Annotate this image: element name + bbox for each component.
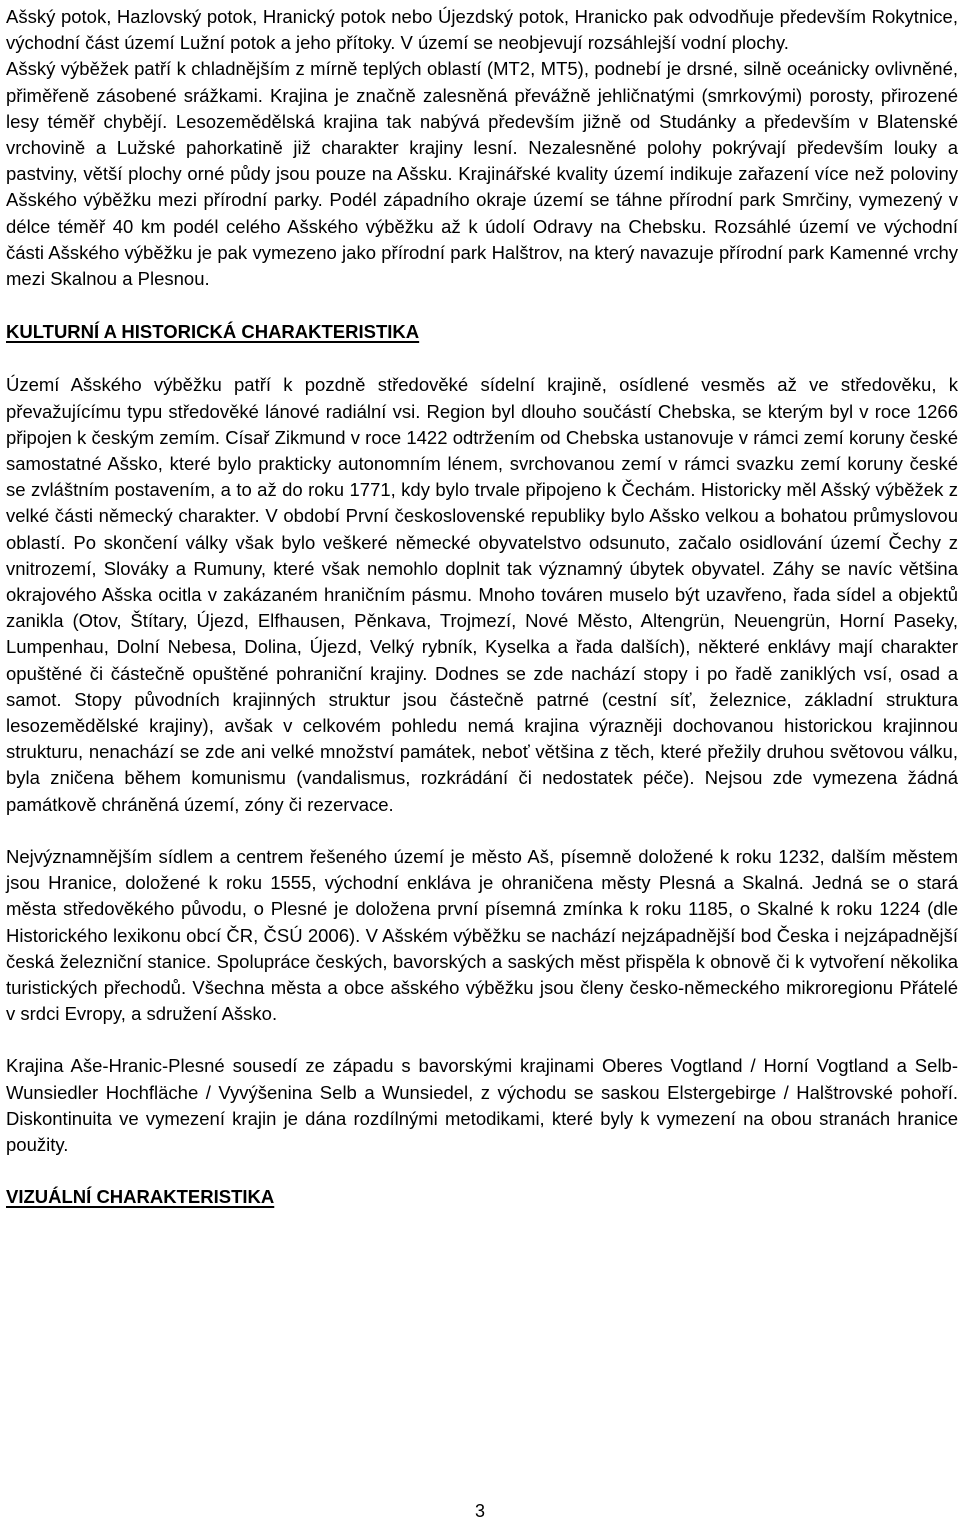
paragraph-climate-landscape: Ašský výběžek patří k chladnějším z mírně teplých oblastí (MT2, MT5), podnebí je drsné, silně oceánicky ovlivněné, přiměřeně zásobené srážkami. Krajina je značně zalesněná převážně jehličnatými (smrkovými) porosty, přirozené lesy téměř chybějí. Lesozemědělská krajina tak nabývá především jižně od Studánky a především v Blatenské vrchovině a Lužské pahorkatině již charakter krajiny lesní. Nezalesněné polohy pokrývají především louky a pastviny, větší plochy orné půdy jsou pouze na Ašsku. Krajinářské kvality území indikuje zařazení více než poloviny Ašského výběžku mezi přírodní parky. Podél západního okraje území se táhne přírodní park Smrčiny, vymezený v délce téměř 40 km podél celého Ašského výběžku až k údolí Odravy na Chebsku. Rozsáhlé území ve východní části Ašského výběžku je pak vymezeno jako přírodní park Halštrov, na který navazuje přírodní park Kamenné vrchy mezi Skalnou a Plesnou.	[6, 58, 958, 290]
section-heading-visual: VIZUÁLNÍ CHARAKTERISTIKA	[6, 1186, 275, 1208]
paragraph-settlements: Nejvýznamnějším sídlem a centrem řešeného území je město Aš, písemně doložené k roku 1232, dalším městem jsou Hranice, doložené k roku 1555, východní enkláva je ohraničena městy Plesná a Skalná. Jedná se o stará města středověkého původu, o Plesné je doložena první písemná zmínka k roku 1185, o Skalné k roku 1224 (dle Historického lexikonu obcí ČR, ČSÚ 2006). V Ašském výběžku se nachází nejzápadnější bod Česka i nejzápadnější česká železniční stanice. Spolupráce českých, bavorských a saských měst přispěla k obnově či k vytvoření několika turistických přechodů. Všechna města a obce ašského výběžku jsou členy česko-německého mikroregionu Přátelé v srdci Evropy, a sdružení Ašsko.	[6, 845, 958, 1025]
section-heading-cultural-historical: KULTURNÍ A HISTORICKÁ CHARAKTERISTIKA	[6, 321, 420, 343]
paragraph-history: Území Ašského výběžku patří k pozdně středověké sídelní krajině, osídlené vesměs až ve středověku, k převažujícímu typu středověké lánové radiální vsi. Region byl dlouho součástí Chebska, se kterým byl v roce 1266 připojen k českým zemím. Císař Zikmund v roce 1422 odtržením od Chebska ustanovuje v rámci zemí koruny české samostatné Ašsko, které bylo prakticky autonomním lénem, svrchovanou zemí v rámci svazku zemí koruny české se zvláštním postavením, a to až do roku 1771, kdy bylo trvale připojeno k Čechám. Historicky měl Ašský výběžek z velké části německý charakter. V období První československé republiky bylo Ašsko velkou a bohatou průmyslovou oblastí. Po skončení války však bylo veškeré německé obyvatelstvo odsunuto, začalo osidlování území Čechy z vnitrozemí, Slováky a Rumuny, které však nemohlo doplnit tak významný úbytek obyvatel. Záhy se navíc většina okrajového Ašska ocitla v zakázaném hraničním pásmu. Mnoho továren muselo být uzavřeno, řada sídel a objektů zanikla (Otov, Štítary, Újezd, Elfhausen, Pěnkava, Trojmezí, Nové Město, Altengrün, Neuengrün, Horní Paseky, Lumpenhau, Dolní Nebesa, Dolina, Újezd, Velký rybník, Kyselka a řada dalších), některé enklávy mají charakter opuštěné či částečně opuštěné pohraniční krajiny. Dodnes se zde nachází stopy i po řadě zaniklých vsí, osad a samot. Stopy původních krajinných struktur jsou částečně patrné (cestní síť, železnice, základní struktura lesozemědělské krajiny), avšak v celkovém pohledu nemá krajina výrazněji dochovanou historickou krajinnou strukturu, nenachází se zde ani velké množství památek, neboť většina z těch, které přežily druhou světovou válku, byla zničena během komunismu (vandalismus, rozkrádání či nedostatek péče). Nejsou zde vymezena žádná památkově chráněná území, zóny či rezervace.	[6, 374, 958, 815]
paragraph-neighbouring-landscapes: Krajina Aše-Hranic-Plesné sousedí ze západu s bavorskými krajinami Oberes Vogtland / Horní Vogtland a Selb-Wunsiedler Hochfläche / Vyvýšenina Selb a Wunsiedel, z východu se saskou Elstergebirge / Halštrovské pohoří. Diskontinuita ve vymezení krajin je dána rozdílnými metodikami, které byly k vymezení na obou stranách hranice použity.	[6, 1055, 958, 1155]
paragraph-hydrology: Ašský potok, Hazlovský potok, Hranický potok nebo Újezdský potok, Hranicko pak odvodňuje především Rokytnice, východní část území Lužní potok a jeho přítoky. V území se neobjevují rozsáhlejší vodní plochy.	[6, 6, 958, 54]
page-number: 3	[474, 1501, 485, 1521]
document-page	[6, 0, 958, 1210]
